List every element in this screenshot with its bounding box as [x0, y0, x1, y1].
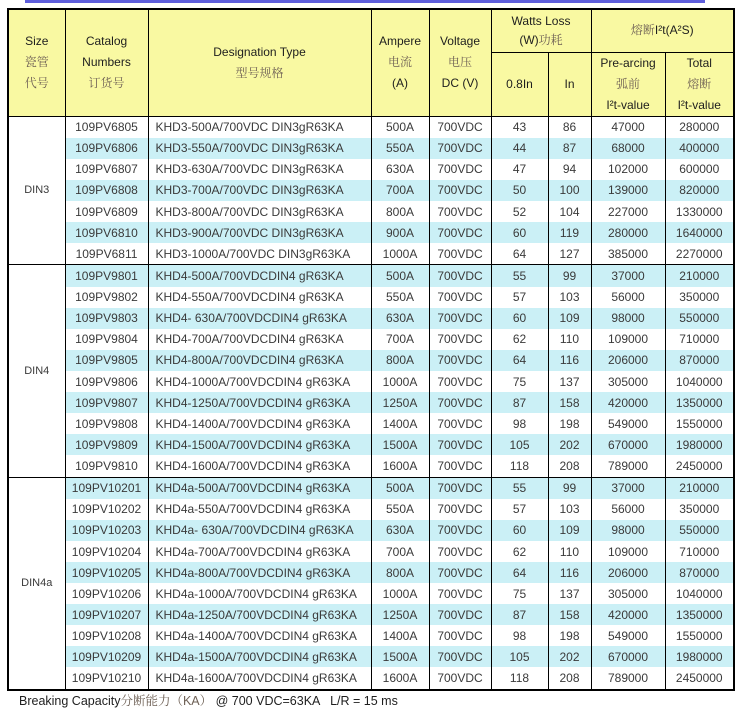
prearcing-i2t-cell: 206000	[591, 350, 665, 371]
total-i2t-cell: 1350000	[665, 604, 734, 625]
ampere-cell: 1500A	[371, 646, 429, 667]
catalog-cell: 109PV10207	[65, 604, 148, 625]
col-header-size-cn: 瓷管	[24, 55, 49, 70]
watts-08in-cell: 64	[491, 243, 548, 265]
total-i2t-cell: 710000	[665, 329, 734, 350]
prearcing-i2t-cell: 37000	[591, 477, 665, 499]
col-header-08in	[491, 52, 548, 116]
total-i2t-cell: 550000	[665, 520, 734, 541]
designation-cell: KHD4-700A/700VDCDIN4 gR63KA	[148, 329, 371, 350]
prearcing-i2t-cell: 227000	[591, 201, 665, 222]
table-row	[8, 499, 734, 520]
total-i2t-cell: 1330000	[665, 201, 734, 222]
table-row	[8, 562, 734, 583]
catalog-cell: 109PV10209	[65, 646, 148, 667]
catalog-cell: 109PV10203	[65, 520, 148, 541]
col-header-in	[548, 52, 591, 116]
prearcing-i2t-cell: 549000	[591, 413, 665, 434]
ampere-cell: 630A	[371, 308, 429, 329]
watts-in-cell: 99	[548, 265, 591, 287]
total-i2t-cell: 550000	[665, 308, 734, 329]
catalog-cell: 109PV6805	[65, 116, 148, 138]
designation-cell: KHD3-800A/700VDC DIN3gR63KA	[148, 201, 371, 222]
table-row	[8, 138, 734, 159]
catalog-cell: 109PV9801	[65, 265, 148, 287]
watts-loss-label: Watts Loss	[511, 13, 571, 28]
total-i2t-cell: 210000	[665, 477, 734, 499]
watts-in-cell: 86	[548, 116, 591, 138]
watts-in-cell: 127	[548, 243, 591, 265]
header-row-top	[8, 9, 734, 52]
designation-cell: KHD3-900A/700VDC DIN3gR63KA	[148, 222, 371, 243]
table-row	[8, 604, 734, 625]
col-header-size	[8, 9, 65, 116]
watts-in-cell: 208	[548, 455, 591, 477]
size-group-label: DIN4a	[8, 477, 65, 690]
watts-in-cell: 158	[548, 392, 591, 413]
total-i2t-cell: 280000	[665, 116, 734, 138]
watts-in-cell: 198	[548, 413, 591, 434]
col-header-prearcing	[591, 52, 665, 116]
ampere-cell: 500A	[371, 116, 429, 138]
total-i2t-cell: 350000	[665, 287, 734, 308]
table-row	[8, 646, 734, 667]
designation-cell: KHD4a-1600A/700VDCDIN4 gR63KA	[148, 667, 371, 690]
catalog-cell: 109PV9809	[65, 434, 148, 455]
catalog-cell: 109PV9804	[65, 329, 148, 350]
designation-cell: KHD4-1250A/700VDCDIN4 gR63KA	[148, 392, 371, 413]
total-i2t-cell: 400000	[665, 138, 734, 159]
ampere-cell: 630A	[371, 159, 429, 180]
voltage-cell: 700VDC	[429, 371, 491, 392]
prearcing-i2t-cell: 47000	[591, 116, 665, 138]
catalog-cell: 109PV6808	[65, 180, 148, 201]
watts-in-cell: 109	[548, 308, 591, 329]
ampere-cell: 1400A	[371, 625, 429, 646]
voltage-cell: 700VDC	[429, 499, 491, 520]
catalog-cell: 109PV10204	[65, 541, 148, 562]
total-i2t-cell: 1550000	[665, 625, 734, 646]
total-label: Total	[686, 55, 712, 70]
voltage-cell: 700VDC	[429, 222, 491, 243]
watts-08in-cell: 50	[491, 180, 548, 201]
col-header-size-cn2: 代号	[24, 76, 49, 91]
total-i2t-cell: 1040000	[665, 583, 734, 604]
col-header-catalog	[65, 9, 148, 116]
total-i2t-cell: 1040000	[665, 371, 734, 392]
designation-cell: KHD4a- 630A/700VDCDIN4 gR63KA	[148, 520, 371, 541]
prearcing-i2t-cell: 789000	[591, 667, 665, 690]
watts-08in-cell: 75	[491, 371, 548, 392]
table-row	[8, 541, 734, 562]
watts-in-cell: 202	[548, 434, 591, 455]
col-header-catalog-cn: 订货号	[88, 76, 125, 91]
designation-cell: KHD4a-1000A/700VDCDIN4 gR63KA	[148, 583, 371, 604]
watts-in-cell: 110	[548, 541, 591, 562]
watts-08in-cell: 60	[491, 308, 548, 329]
ampere-cell: 700A	[371, 541, 429, 562]
prearcing-i2t-cell: 139000	[591, 180, 665, 201]
voltage-cell: 700VDC	[429, 413, 491, 434]
ampere-cell: 1000A	[371, 583, 429, 604]
catalog-cell: 109PV10208	[65, 625, 148, 646]
table-row	[8, 392, 734, 413]
ampere-cell: 800A	[371, 201, 429, 222]
watts-in-cell: 137	[548, 583, 591, 604]
note-cn: 分断能力（KA）	[120, 694, 213, 708]
designation-cell: KHD4a-1500A/700VDCDIN4 gR63KA	[148, 646, 371, 667]
watts-in-cell: 119	[548, 222, 591, 243]
col-header-designation-label: Designation Type	[213, 44, 306, 59]
total-i2t-cell: 2270000	[665, 243, 734, 265]
prearcing-i2t-cell: 305000	[591, 371, 665, 392]
voltage-cell: 700VDC	[429, 392, 491, 413]
catalog-cell: 109PV6806	[65, 138, 148, 159]
catalog-cell: 109PV6809	[65, 201, 148, 222]
col-header-ampere	[371, 9, 429, 116]
prearcing-i2t-cell: 98000	[591, 308, 665, 329]
voltage-cell: 700VDC	[429, 265, 491, 287]
voltage-cell: 700VDC	[429, 201, 491, 222]
watts-08in-cell: 118	[491, 455, 548, 477]
voltage-cell: 700VDC	[429, 562, 491, 583]
prearcing-i2t-cell: 420000	[591, 392, 665, 413]
voltage-cell: 700VDC	[429, 350, 491, 371]
top-divider-bar	[25, 0, 705, 3]
watts-in-cell: 110	[548, 329, 591, 350]
col-header-catalog-label: Catalog	[85, 34, 128, 49]
designation-cell: KHD4-550A/700VDCDIN4 gR63KA	[148, 287, 371, 308]
watts-in-cell: 94	[548, 159, 591, 180]
voltage-cell: 700VDC	[429, 308, 491, 329]
prearcing-i2t-cell: 206000	[591, 562, 665, 583]
ampere-cell: 800A	[371, 350, 429, 371]
catalog-cell: 109PV9802	[65, 287, 148, 308]
total-i2t-cell: 710000	[665, 541, 734, 562]
catalog-cell: 109PV10201	[65, 477, 148, 499]
ampere-cell: 800A	[371, 562, 429, 583]
voltage-cell: 700VDC	[429, 287, 491, 308]
ampere-cell: 500A	[371, 265, 429, 287]
table-row	[8, 243, 734, 265]
table-row	[8, 477, 734, 499]
prearcing-i2t-cell: 549000	[591, 625, 665, 646]
breaking-capacity-note	[19, 691, 398, 709]
prearcing-i2t-cell: 670000	[591, 434, 665, 455]
col-header-total	[665, 52, 734, 116]
size-group-label: DIN4	[8, 265, 65, 477]
total-i2t-cell: 870000	[665, 562, 734, 583]
designation-cell: KHD4-1000A/700VDCDIN4 gR63KA	[148, 371, 371, 392]
designation-cell: KHD3-700A/700VDC DIN3gR63KA	[148, 180, 371, 201]
designation-cell: KHD4-800A/700VDCDIN4 gR63KA	[148, 350, 371, 371]
voltage-cell: 700VDC	[429, 646, 491, 667]
total-i2t-cell: 870000	[665, 350, 734, 371]
prearcing-i2t-cell: 56000	[591, 287, 665, 308]
ampere-cell: 550A	[371, 287, 429, 308]
watts-08in-cell: 64	[491, 562, 548, 583]
ampere-cell: 700A	[371, 329, 429, 350]
table-row	[8, 350, 734, 371]
table-row	[8, 180, 734, 201]
table-row	[8, 201, 734, 222]
total-i2t-cell: 1980000	[665, 434, 734, 455]
ampere-cell: 1500A	[371, 434, 429, 455]
watts-08in-cell: 60	[491, 520, 548, 541]
designation-cell: KHD3-550A/700VDC DIN3gR63KA	[148, 138, 371, 159]
designation-cell: KHD4-1400A/700VDCDIN4 gR63KA	[148, 413, 371, 434]
catalog-cell: 109PV9805	[65, 350, 148, 371]
i2t-label-line: 熔断I²t(A²S)	[630, 23, 694, 38]
catalog-cell: 109PV10210	[65, 667, 148, 690]
watts-08in-cell: 87	[491, 392, 548, 413]
table-row	[8, 308, 734, 329]
col-header-designation-cn: 型号规格	[235, 65, 284, 80]
catalog-cell: 109PV9806	[65, 371, 148, 392]
watts-in-cell: 103	[548, 499, 591, 520]
col-header-watts-loss	[491, 9, 591, 52]
voltage-cell: 700VDC	[429, 243, 491, 265]
watts-in-cell: 116	[548, 562, 591, 583]
table-row	[8, 287, 734, 308]
designation-cell: KHD4-1600A/700VDCDIN4 gR63KA	[148, 455, 371, 477]
designation-cell: KHD4a-550A/700VDCDIN4 gR63KA	[148, 499, 371, 520]
col-header-08in-label: 0.8In	[506, 76, 533, 91]
voltage-cell: 700VDC	[429, 329, 491, 350]
total-cn: 熔断	[687, 76, 712, 91]
prearcing-i2t-cell: 68000	[591, 138, 665, 159]
catalog-cell: 109PV10206	[65, 583, 148, 604]
catalog-cell: 109PV10202	[65, 499, 148, 520]
designation-cell: KHD4a-1250A/700VDCDIN4 gR63KA	[148, 604, 371, 625]
designation-cell: KHD4a-1400A/700VDCDIN4 gR63KA	[148, 625, 371, 646]
designation-cell: KHD3-1000A/700VDC DIN3gR63KA	[148, 243, 371, 265]
voltage-cell: 700VDC	[429, 477, 491, 499]
prearcing-i2t-cell: 98000	[591, 520, 665, 541]
table-row	[8, 116, 734, 138]
watts-in-cell: 109	[548, 520, 591, 541]
col-header-voltage-label: Voltage	[439, 34, 481, 49]
catalog-cell: 109PV10205	[65, 562, 148, 583]
col-header-ampere-cn: 电流	[387, 55, 412, 70]
table-row	[8, 667, 734, 690]
prearcing-i2t-cell: 789000	[591, 455, 665, 477]
total-i2t-cell: 350000	[665, 499, 734, 520]
prearcing-i2t-cell: 37000	[591, 265, 665, 287]
total-unit: I²t-value	[677, 97, 721, 112]
prearcing-i2t-cell: 385000	[591, 243, 665, 265]
watts-08in-cell: 55	[491, 477, 548, 499]
watts-08in-cell: 57	[491, 287, 548, 308]
col-header-ampere-label: Ampere	[378, 34, 422, 49]
watts-08in-cell: 75	[491, 583, 548, 604]
table-row	[8, 159, 734, 180]
catalog-cell: 109PV6811	[65, 243, 148, 265]
col-header-i2t	[591, 9, 734, 52]
watts-08in-cell: 98	[491, 413, 548, 434]
voltage-cell: 700VDC	[429, 138, 491, 159]
watts-in-cell: 208	[548, 667, 591, 690]
fuse-spec-table	[7, 8, 735, 691]
voltage-cell: 700VDC	[429, 455, 491, 477]
total-i2t-cell: 1640000	[665, 222, 734, 243]
ampere-cell: 1250A	[371, 392, 429, 413]
watts-in-cell: 100	[548, 180, 591, 201]
catalog-cell: 109PV9810	[65, 455, 148, 477]
voltage-cell: 700VDC	[429, 667, 491, 690]
prearcing-i2t-cell: 109000	[591, 329, 665, 350]
designation-cell: KHD4a-500A/700VDCDIN4 gR63KA	[148, 477, 371, 499]
col-header-voltage-cn: 电压	[447, 55, 472, 70]
voltage-cell: 700VDC	[429, 520, 491, 541]
total-i2t-cell: 820000	[665, 180, 734, 201]
watts-loss-unit-line: (W)功耗	[519, 32, 563, 47]
total-i2t-cell: 1350000	[665, 392, 734, 413]
col-header-voltage-unit: DC (V)	[441, 76, 479, 91]
ampere-cell: 1600A	[371, 455, 429, 477]
designation-cell: KHD4- 630A/700VDCDIN4 gR63KA	[148, 308, 371, 329]
watts-08in-cell: 64	[491, 350, 548, 371]
prearcing-i2t-cell: 280000	[591, 222, 665, 243]
col-header-size-label: Size	[25, 34, 49, 49]
designation-cell: KHD4-500A/700VDCDIN4 gR63KA	[148, 265, 371, 287]
ampere-cell: 500A	[371, 477, 429, 499]
ampere-cell: 550A	[371, 499, 429, 520]
prearcing-i2t-cell: 109000	[591, 541, 665, 562]
watts-08in-cell: 43	[491, 116, 548, 138]
catalog-cell: 109PV6810	[65, 222, 148, 243]
total-i2t-cell: 210000	[665, 265, 734, 287]
ampere-cell: 630A	[371, 520, 429, 541]
watts-08in-cell: 47	[491, 159, 548, 180]
col-header-catalog-label2: Numbers	[82, 55, 131, 70]
prearcing-i2t-cell: 56000	[591, 499, 665, 520]
voltage-cell: 700VDC	[429, 583, 491, 604]
prearcing-cn: 弧前	[615, 76, 640, 91]
total-i2t-cell: 600000	[665, 159, 734, 180]
table-row	[8, 222, 734, 243]
catalog-cell: 109PV6807	[65, 159, 148, 180]
total-i2t-cell: 2450000	[665, 455, 734, 477]
watts-in-cell: 198	[548, 625, 591, 646]
table-row	[8, 455, 734, 477]
table-row	[8, 371, 734, 392]
watts-in-cell: 116	[548, 350, 591, 371]
table-row	[8, 413, 734, 434]
catalog-cell: 109PV9807	[65, 392, 148, 413]
watts-in-cell: 104	[548, 201, 591, 222]
watts-08in-cell: 52	[491, 201, 548, 222]
ampere-cell: 1600A	[371, 667, 429, 690]
watts-08in-cell: 62	[491, 329, 548, 350]
designation-cell: KHD4-1500A/700VDCDIN4 gR63KA	[148, 434, 371, 455]
prearcing-i2t-cell: 102000	[591, 159, 665, 180]
watts-08in-cell: 105	[491, 646, 548, 667]
watts-in-cell: 137	[548, 371, 591, 392]
col-header-designation	[148, 9, 371, 116]
note-en-2: @ 700 VDC=63KA L/R = 15 ms	[212, 694, 398, 708]
ampere-cell: 900A	[371, 222, 429, 243]
watts-08in-cell: 87	[491, 604, 548, 625]
voltage-cell: 700VDC	[429, 541, 491, 562]
ampere-cell: 1000A	[371, 243, 429, 265]
size-group-label: DIN3	[8, 116, 65, 265]
designation-cell: KHD3-500A/700VDC DIN3gR63KA	[148, 116, 371, 138]
watts-08in-cell: 98	[491, 625, 548, 646]
note-en-1: Breaking Capacity	[19, 694, 121, 708]
watts-in-cell: 87	[548, 138, 591, 159]
watts-in-cell: 103	[548, 287, 591, 308]
voltage-cell: 700VDC	[429, 116, 491, 138]
table-row	[8, 329, 734, 350]
watts-08in-cell: 57	[491, 499, 548, 520]
watts-08in-cell: 55	[491, 265, 548, 287]
voltage-cell: 700VDC	[429, 159, 491, 180]
table-row	[8, 434, 734, 455]
total-i2t-cell: 2450000	[665, 667, 734, 690]
catalog-cell: 109PV9808	[65, 413, 148, 434]
voltage-cell: 700VDC	[429, 434, 491, 455]
voltage-cell: 700VDC	[429, 180, 491, 201]
catalog-cell: 109PV9803	[65, 308, 148, 329]
table-row	[8, 625, 734, 646]
prearcing-unit: I²t-value	[606, 97, 650, 112]
watts-in-cell: 158	[548, 604, 591, 625]
voltage-cell: 700VDC	[429, 625, 491, 646]
total-i2t-cell: 1550000	[665, 413, 734, 434]
table-row	[8, 265, 734, 287]
prearcing-i2t-cell: 670000	[591, 646, 665, 667]
watts-in-cell: 99	[548, 477, 591, 499]
watts-08in-cell: 118	[491, 667, 548, 690]
ampere-cell: 700A	[371, 180, 429, 201]
prearcing-i2t-cell: 305000	[591, 583, 665, 604]
designation-cell: KHD4a-700A/700VDCDIN4 gR63KA	[148, 541, 371, 562]
prearcing-i2t-cell: 420000	[591, 604, 665, 625]
col-header-in-label: In	[564, 76, 575, 91]
designation-cell: KHD4a-800A/700VDCDIN4 gR63KA	[148, 562, 371, 583]
watts-08in-cell: 60	[491, 222, 548, 243]
watts-08in-cell: 62	[491, 541, 548, 562]
watts-08in-cell: 105	[491, 434, 548, 455]
watts-08in-cell: 44	[491, 138, 548, 159]
ampere-cell: 1000A	[371, 371, 429, 392]
ampere-cell: 1400A	[371, 413, 429, 434]
prearcing-label: Pre-arcing	[600, 55, 656, 70]
designation-cell: KHD3-630A/700VDC DIN3gR63KA	[148, 159, 371, 180]
col-header-ampere-unit: (A)	[392, 76, 408, 91]
total-i2t-cell: 1980000	[665, 646, 734, 667]
col-header-voltage	[429, 9, 491, 116]
table-row	[8, 520, 734, 541]
ampere-cell: 550A	[371, 138, 429, 159]
table-row	[8, 583, 734, 604]
ampere-cell: 1250A	[371, 604, 429, 625]
watts-in-cell: 202	[548, 646, 591, 667]
voltage-cell: 700VDC	[429, 604, 491, 625]
